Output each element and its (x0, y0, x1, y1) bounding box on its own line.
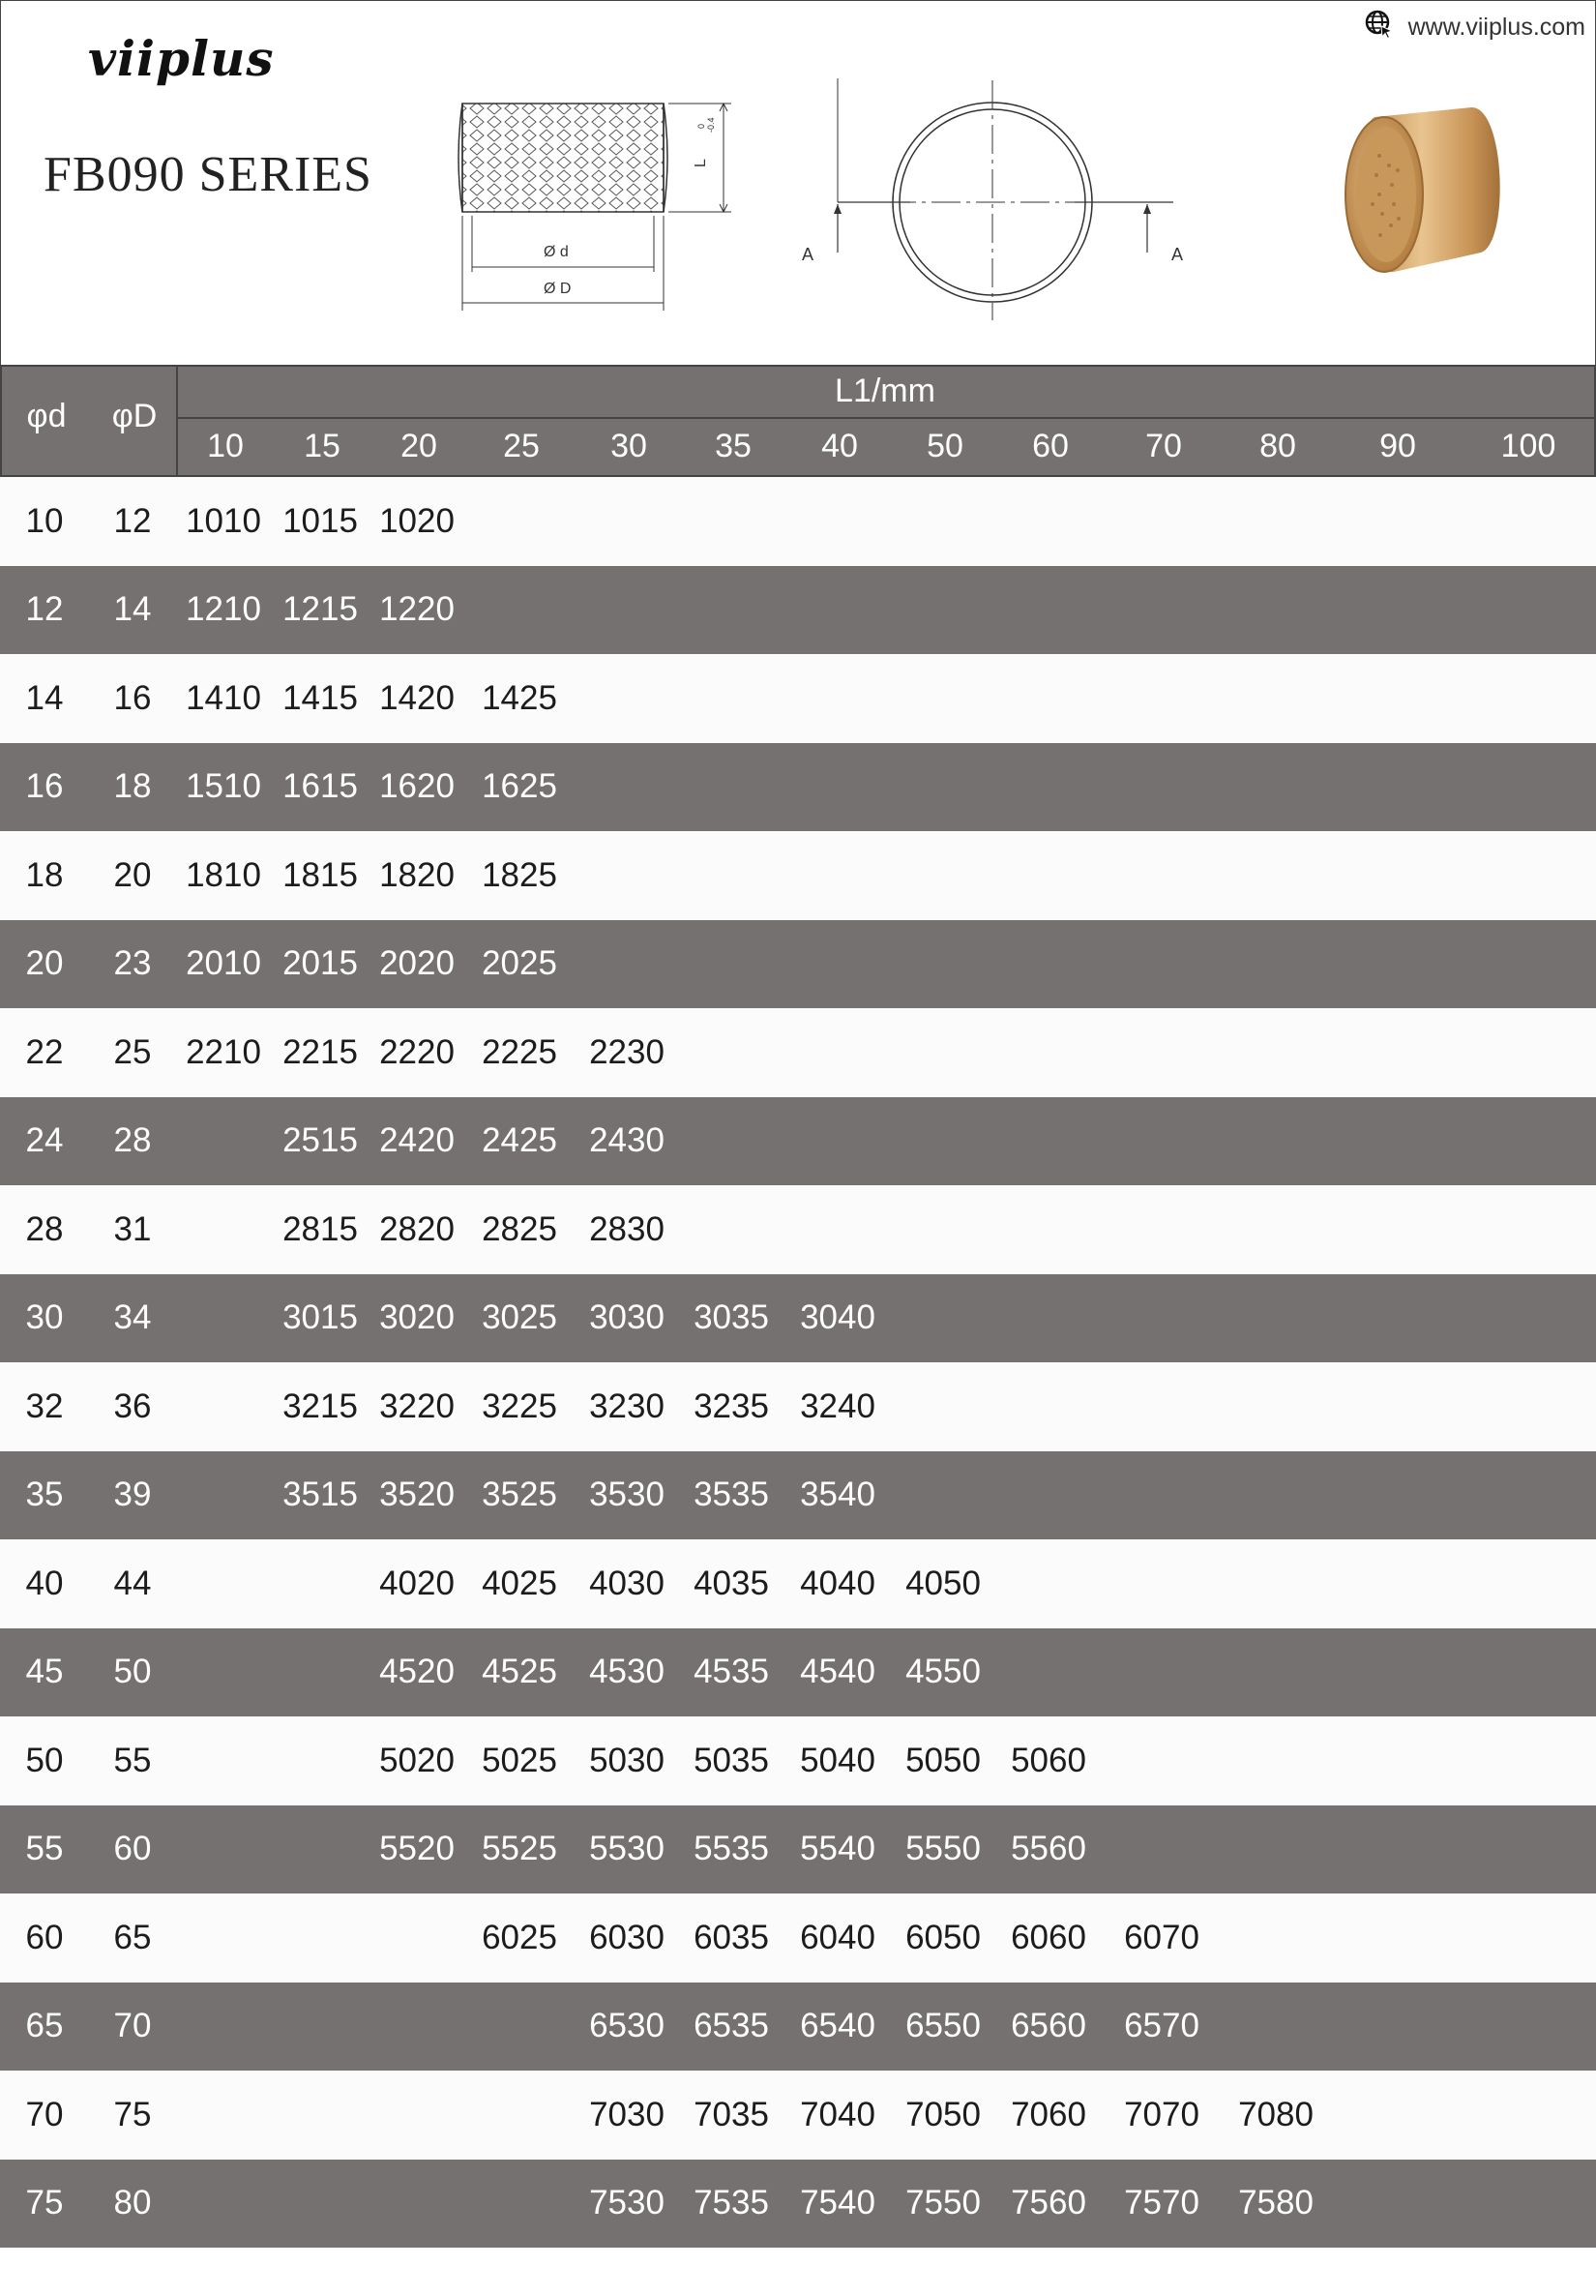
part-number-cell: 3530 (589, 1476, 665, 1514)
bronze-bushing-image (1326, 98, 1520, 282)
table-row (0, 1893, 1596, 1983)
inner-diameter-label: Ø d (544, 244, 569, 260)
tolerance-top-label: 0 (696, 123, 706, 129)
length-column-header: 80 (1259, 428, 1296, 464)
table-row (0, 1716, 1596, 1805)
part-number-cell: 4050 (905, 1564, 981, 1602)
part-number-cell: 3230 (589, 1387, 665, 1425)
inner-diameter-cell: 18 (25, 855, 64, 894)
part-number-cell: 7035 (694, 2095, 769, 2133)
part-number-cell: 5050 (905, 1741, 981, 1779)
table-row (0, 566, 1596, 655)
part-number-cell: 5535 (694, 1830, 769, 1868)
part-number-cell: 1015 (282, 501, 358, 540)
inner-diameter-cell: 40 (25, 1564, 64, 1602)
part-number-cell: 3220 (379, 1387, 455, 1425)
part-number-cell: 1625 (482, 767, 557, 806)
part-number-cell: 4525 (482, 1653, 557, 1691)
part-number-cell: 2425 (482, 1121, 557, 1160)
outer-diameter-label: Ø D (544, 281, 572, 297)
table-row (0, 1185, 1596, 1274)
part-number-cell: 6550 (905, 2007, 981, 2045)
table-row (0, 1805, 1596, 1894)
table-row (0, 1362, 1596, 1451)
part-number-cell: 3240 (800, 1387, 875, 1425)
outer-diameter-cell: 28 (113, 1121, 152, 1160)
part-number-cell: 1215 (282, 590, 358, 629)
length-column-header: 10 (207, 428, 244, 464)
outer-diameter-cell: 50 (113, 1653, 152, 1691)
part-number-cell: 5025 (482, 1741, 557, 1779)
table-row (0, 1097, 1596, 1186)
part-number-cell: 1815 (282, 855, 358, 894)
part-number-cell: 1620 (379, 767, 455, 806)
part-number-cell: 1825 (482, 855, 557, 894)
outer-diameter-cell: 44 (113, 1564, 152, 1602)
part-number-cell: 4030 (589, 1564, 665, 1602)
outer-diameter-cell: 70 (113, 2007, 152, 2045)
brand-logo: viiplus (88, 30, 275, 87)
length-column-header: 90 (1379, 428, 1416, 464)
part-number-cell: 3235 (694, 1387, 769, 1425)
part-number-cell: 7040 (800, 2095, 875, 2133)
length-column-header: 70 (1145, 428, 1182, 464)
table-row (0, 1983, 1596, 2072)
part-number-cell: 2815 (282, 1209, 358, 1248)
outer-diameter-cell: 65 (113, 1918, 152, 1956)
outer-diameter-cell: 31 (113, 1209, 152, 1248)
outer-diameter-cell: 14 (113, 590, 152, 629)
section-label-left: A (802, 245, 814, 264)
part-number-cell: 2515 (282, 1121, 358, 1160)
table-row (0, 1539, 1596, 1628)
part-number-cell: 4540 (800, 1653, 875, 1691)
part-number-cell: 6070 (1124, 1918, 1199, 1956)
part-number-cell: 3525 (482, 1476, 557, 1514)
part-number-cell: 2820 (379, 1209, 455, 1248)
part-number-cell: 2215 (282, 1032, 358, 1071)
part-number-cell: 5560 (1011, 1830, 1086, 1868)
part-number-cell: 5530 (589, 1830, 665, 1868)
part-number-cell: 6040 (800, 1918, 875, 1956)
part-number-cell: 5020 (379, 1741, 455, 1779)
outer-diameter-cell: 39 (113, 1476, 152, 1514)
part-number-cell: 2420 (379, 1121, 455, 1160)
inner-diameter-cell: 55 (25, 1830, 64, 1868)
part-number-cell: 6570 (1124, 2007, 1199, 2045)
part-number-cell: 1410 (186, 678, 261, 717)
inner-diameter-cell: 30 (25, 1298, 64, 1337)
size-table (0, 365, 1596, 2248)
table-row (0, 1008, 1596, 1097)
table-header (0, 365, 1596, 477)
part-number-cell: 7530 (589, 2184, 665, 2222)
part-number-cell: 4520 (379, 1653, 455, 1691)
length-column-header: 40 (821, 428, 858, 464)
part-number-cell: 6050 (905, 1918, 981, 1956)
part-number-cell: 1615 (282, 767, 358, 806)
part-number-cell: 4035 (694, 1564, 769, 1602)
inner-diameter-cell: 14 (25, 678, 64, 717)
website-link[interactable] (1364, 9, 1585, 46)
part-number-cell: 1010 (186, 501, 261, 540)
part-number-cell: 3225 (482, 1387, 557, 1425)
series-title: FB090 SERIES (44, 147, 372, 202)
outer-diameter-cell: 34 (113, 1298, 152, 1337)
part-number-cell: 7540 (800, 2184, 875, 2222)
part-number-cell: 5035 (694, 1741, 769, 1779)
inner-diameter-cell: 16 (25, 767, 64, 806)
inner-diameter-cell: 10 (25, 501, 64, 540)
part-number-cell: 1820 (379, 855, 455, 894)
outer-diameter-cell: 20 (113, 855, 152, 894)
outer-diameter-cell: 23 (113, 944, 152, 983)
part-number-cell: 3520 (379, 1476, 455, 1514)
part-number-cell: 2830 (589, 1209, 665, 1248)
part-number-cell: 2015 (282, 944, 358, 983)
part-number-cell: 7570 (1124, 2184, 1199, 2222)
part-number-cell: 2025 (482, 944, 557, 983)
length-column-header: 20 (400, 428, 437, 464)
part-number-cell: 3540 (800, 1476, 875, 1514)
part-number-cell: 5060 (1011, 1741, 1086, 1779)
outer-diameter-cell: 25 (113, 1032, 152, 1071)
outer-diameter-cell: 60 (113, 1830, 152, 1868)
part-number-cell: 4535 (694, 1653, 769, 1691)
table-row (0, 1628, 1596, 1717)
part-number-cell: 3025 (482, 1298, 557, 1337)
part-number-cell: 7560 (1011, 2184, 1086, 2222)
part-number-cell: 7030 (589, 2095, 665, 2133)
part-number-cell: 3020 (379, 1298, 455, 1337)
part-number-cell: 2430 (589, 1121, 665, 1160)
inner-diameter-cell: 22 (25, 1032, 64, 1071)
outer-diameter-cell: 18 (113, 767, 152, 806)
part-number-cell: 4530 (589, 1653, 665, 1691)
part-number-cell: 1810 (186, 855, 261, 894)
length-column-header: 35 (715, 428, 752, 464)
part-number-cell: 5540 (800, 1830, 875, 1868)
part-number-cell: 6060 (1011, 1918, 1086, 1956)
col-inner-diameter-header: φd (26, 398, 67, 434)
table-row (0, 654, 1596, 743)
inner-diameter-cell: 75 (25, 2184, 64, 2222)
outer-diameter-cell: 12 (113, 501, 152, 540)
part-number-cell: 2010 (186, 944, 261, 983)
length-column-header: 60 (1032, 428, 1069, 464)
part-number-cell: 4550 (905, 1653, 981, 1691)
part-number-cell: 7550 (905, 2184, 981, 2222)
part-number-cell: 4040 (800, 1564, 875, 1602)
table-row (0, 1451, 1596, 1540)
part-number-cell: 2825 (482, 1209, 557, 1248)
part-number-cell: 7535 (694, 2184, 769, 2222)
part-number-cell: 7080 (1238, 2095, 1314, 2133)
table-row (0, 2071, 1596, 2160)
tolerance-bottom-label: -0.4 (706, 117, 716, 133)
part-number-cell: 2225 (482, 1032, 557, 1071)
col-outer-diameter-header: φD (111, 398, 158, 434)
inner-diameter-cell: 65 (25, 2007, 64, 2045)
table-row (0, 2160, 1596, 2249)
length-column-header: 30 (610, 428, 647, 464)
bushing-front-view-drawing (794, 78, 1200, 330)
length-column-header: 15 (304, 428, 340, 464)
part-number-cell: 7050 (905, 2095, 981, 2133)
length-column-header: 100 (1500, 428, 1556, 464)
globe-cursor-icon (1364, 9, 1395, 46)
outer-diameter-cell: 16 (113, 678, 152, 717)
part-number-cell: 1220 (379, 590, 455, 629)
part-number-cell: 7060 (1011, 2095, 1086, 2133)
part-number-cell: 2210 (186, 1032, 261, 1071)
part-number-cell: 5520 (379, 1830, 455, 1868)
part-number-cell: 1020 (379, 501, 455, 540)
outer-diameter-cell: 75 (113, 2095, 152, 2133)
part-number-cell: 2230 (589, 1032, 665, 1071)
part-number-cell: 6035 (694, 1918, 769, 1956)
table-row (0, 831, 1596, 920)
part-number-cell: 5030 (589, 1741, 665, 1779)
part-number-cell: 1210 (186, 590, 261, 629)
part-number-cell: 3535 (694, 1476, 769, 1514)
part-number-cell: 7580 (1238, 2184, 1314, 2222)
table-body (0, 477, 1596, 2248)
inner-diameter-cell: 24 (25, 1121, 64, 1160)
part-number-cell: 1425 (482, 678, 557, 717)
inner-diameter-cell: 20 (25, 944, 64, 983)
header-divider-horizontal (176, 417, 1594, 419)
website-url: www.viiplus.com (1407, 14, 1585, 41)
part-number-cell: 6025 (482, 1918, 557, 1956)
part-number-cell: 6030 (589, 1918, 665, 1956)
inner-diameter-cell: 45 (25, 1653, 64, 1691)
part-number-cell: 5040 (800, 1741, 875, 1779)
section-label-right: A (1171, 245, 1184, 264)
table-row (0, 477, 1596, 566)
part-number-cell: 6540 (800, 2007, 875, 2045)
inner-diameter-cell: 35 (25, 1476, 64, 1514)
part-number-cell: 7070 (1124, 2095, 1199, 2133)
part-number-cell: 1510 (186, 767, 261, 806)
part-number-cell: 3030 (589, 1298, 665, 1337)
inner-diameter-cell: 32 (25, 1387, 64, 1425)
part-number-cell: 3015 (282, 1298, 358, 1337)
length-label: L (693, 159, 709, 167)
part-number-cell: 3040 (800, 1298, 875, 1337)
part-number-cell: 1420 (379, 678, 455, 717)
outer-diameter-cell: 55 (113, 1741, 152, 1779)
part-number-cell: 6535 (694, 2007, 769, 2045)
inner-diameter-cell: 60 (25, 1918, 64, 1956)
part-number-cell: 4020 (379, 1564, 455, 1602)
part-number-cell: 3215 (282, 1387, 358, 1425)
inner-diameter-cell: 50 (25, 1741, 64, 1779)
part-number-cell: 5525 (482, 1830, 557, 1868)
bushing-side-view-drawing (451, 88, 741, 315)
part-number-cell: 3035 (694, 1298, 769, 1337)
part-number-cell: 6560 (1011, 2007, 1086, 2045)
part-number-cell: 6530 (589, 2007, 665, 2045)
inner-diameter-cell: 28 (25, 1209, 64, 1248)
part-number-cell: 1415 (282, 678, 358, 717)
table-row (0, 743, 1596, 832)
outer-diameter-cell: 36 (113, 1387, 152, 1425)
part-number-cell: 5550 (905, 1830, 981, 1868)
part-number-cell: 2020 (379, 944, 455, 983)
part-number-cell: 3515 (282, 1476, 358, 1514)
inner-diameter-cell: 12 (25, 590, 64, 629)
table-row (0, 1274, 1596, 1363)
part-number-cell: 4025 (482, 1564, 557, 1602)
table-row (0, 920, 1596, 1009)
part-number-cell: 2220 (379, 1032, 455, 1071)
catalog-header (0, 0, 1596, 366)
outer-diameter-cell: 80 (113, 2184, 152, 2222)
inner-diameter-cell: 70 (25, 2095, 64, 2133)
length-group-header: L1/mm (835, 373, 935, 409)
length-column-header: 25 (503, 428, 540, 464)
length-column-header: 50 (927, 428, 963, 464)
